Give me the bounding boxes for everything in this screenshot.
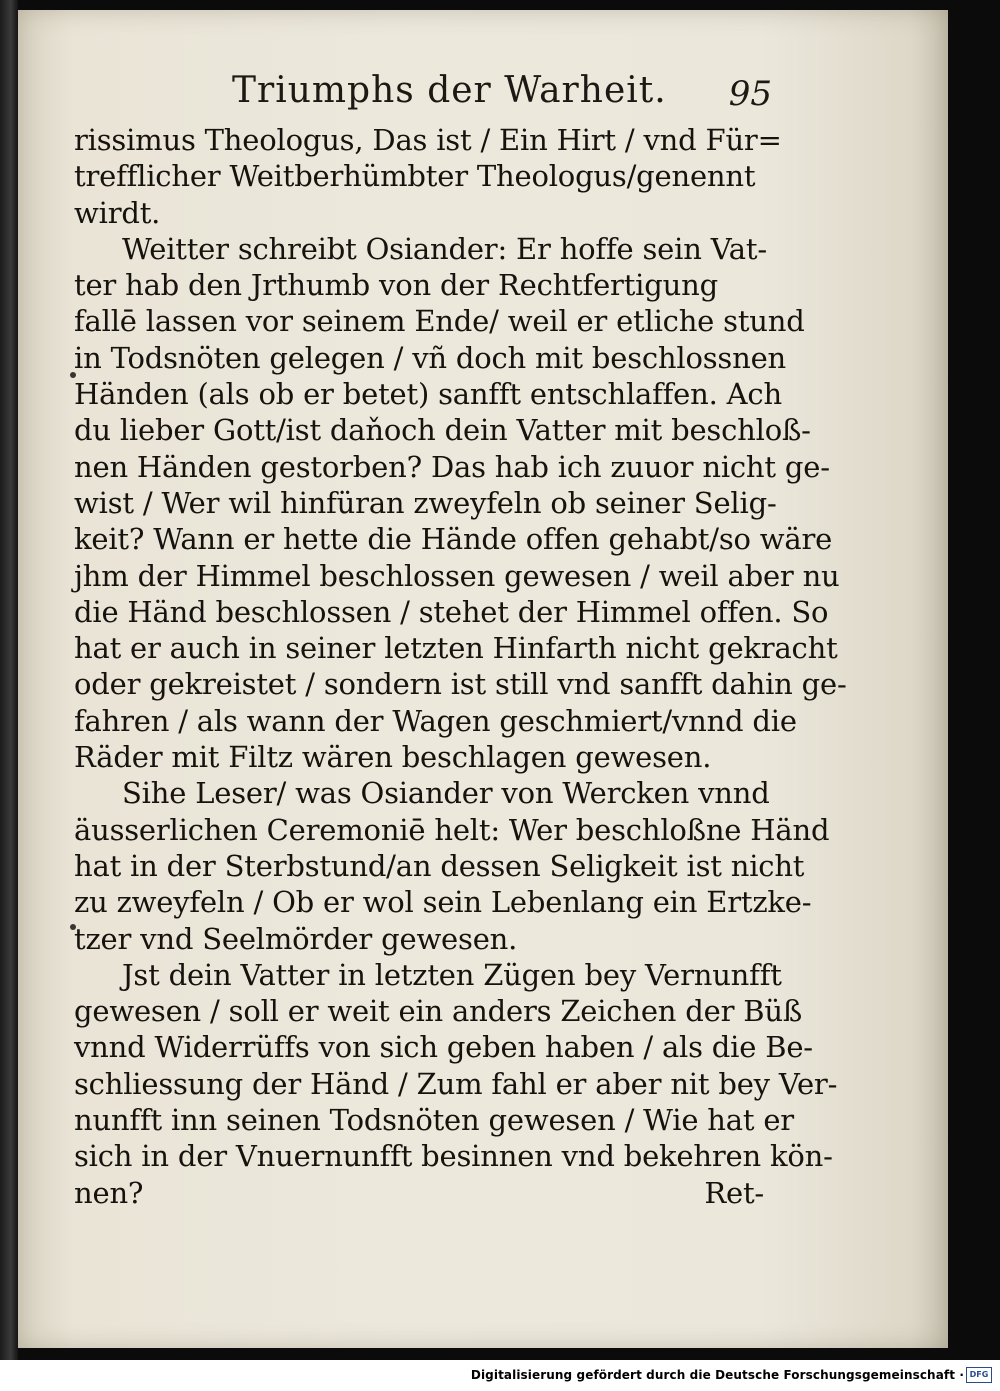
text-line: zu zweyfeln / Ob er wol sein Lebenlang ein Ertzke- xyxy=(74,885,812,920)
funding-credit: Digitalisierung gefördert durch die Deutsche Forschungsgemeinschaft · xyxy=(470,1368,964,1382)
text-line: jhm der Himmel beschlossen gewesen / weil aber nu xyxy=(74,558,840,593)
running-title: Triumphs der Warheit. xyxy=(232,70,667,111)
last-line-text: nen? xyxy=(74,1175,144,1210)
text-line: vnnd Widerrüffs von sich geben haben / als die Be- xyxy=(74,1030,813,1065)
text-line: Sihe Leser/ was Osiander von Wercken vnnd xyxy=(122,776,770,811)
text-line: Räder mit Filtz wären beschlagen gewesen. xyxy=(74,740,712,775)
text-line: nen Händen gestorben? Das hab ich zuuor nicht ge- xyxy=(74,449,830,484)
book-edge xyxy=(0,0,18,1360)
text-line: nunfft inn seinen Todsnöten gewesen / Wie hat er xyxy=(74,1103,794,1138)
text-line: trefflicher Weitberhümbter Theologus/genennt xyxy=(74,159,756,194)
text-line: die Händ beschlossen / stehet der Himmel offen. So xyxy=(74,594,829,629)
text-line: hat in der Sterbstund/an dessen Seligkeit ist nicht xyxy=(74,848,805,883)
text-line: rissimus Theologus, Das ist / Ein Hirt / vnd Für= xyxy=(74,123,782,157)
text-line: äusserlichen Ceremoniē helt: Wer beschloßne Händ xyxy=(74,812,830,847)
dfg-logo: DFG xyxy=(966,1367,992,1383)
footer-bar xyxy=(0,1360,1000,1391)
text-line: gewesen / soll er weit ein anders Zeichen der Büß xyxy=(74,994,803,1029)
text-line: Jst dein Vatter in letzten Zügen bey Vernunfft xyxy=(122,957,782,992)
text-line: ter hab den Jrthumb von der Rechtfertigung xyxy=(74,268,718,303)
text-line: fallē lassen vor seinem Ende/ weil er etliche stund xyxy=(74,304,805,339)
text-line: schliessung der Händ / Zum fahl er aber nit bey Ver- xyxy=(74,1066,838,1101)
text-line: du lieber Gott/ist daňoch dein Vatter mit beschloß- xyxy=(74,413,811,448)
text-line: wirdt. xyxy=(74,195,161,230)
catchword: Ret- xyxy=(704,1175,764,1210)
last-line xyxy=(74,1175,764,1211)
text-line: tzer vnd Seelmörder gewesen. xyxy=(74,921,518,956)
page-number: 95 xyxy=(728,74,772,114)
text-line: sich in der Vnuernunfft besinnen vnd bekehren kön- xyxy=(74,1139,833,1174)
page-header xyxy=(232,60,772,130)
body-text xyxy=(74,122,847,1211)
text-line: wist / Wer wil hinfüran zweyfeln ob seiner Selig- xyxy=(74,485,777,520)
text-line: hat er auch in seiner letzten Hinfarth nicht gekracht xyxy=(74,631,838,666)
text-line: Händen (als ob er betet) sanfft entschlaffen. Ach xyxy=(74,377,782,412)
text-line: oder gekreistet / sondern ist still vnd sanfft dahin ge- xyxy=(74,667,847,702)
text-line: fahren / als wann der Wagen geschmiert/vnnd die xyxy=(74,703,797,738)
text-line: Weitter schreibt Osiander: Er hoffe sein Vat- xyxy=(122,231,767,266)
text-line: in Todsnöten gelegen / vñ doch mit beschlossnen xyxy=(74,340,787,375)
text-line: keit? Wann er hette die Hände offen gehabt/so wäre xyxy=(74,522,833,557)
